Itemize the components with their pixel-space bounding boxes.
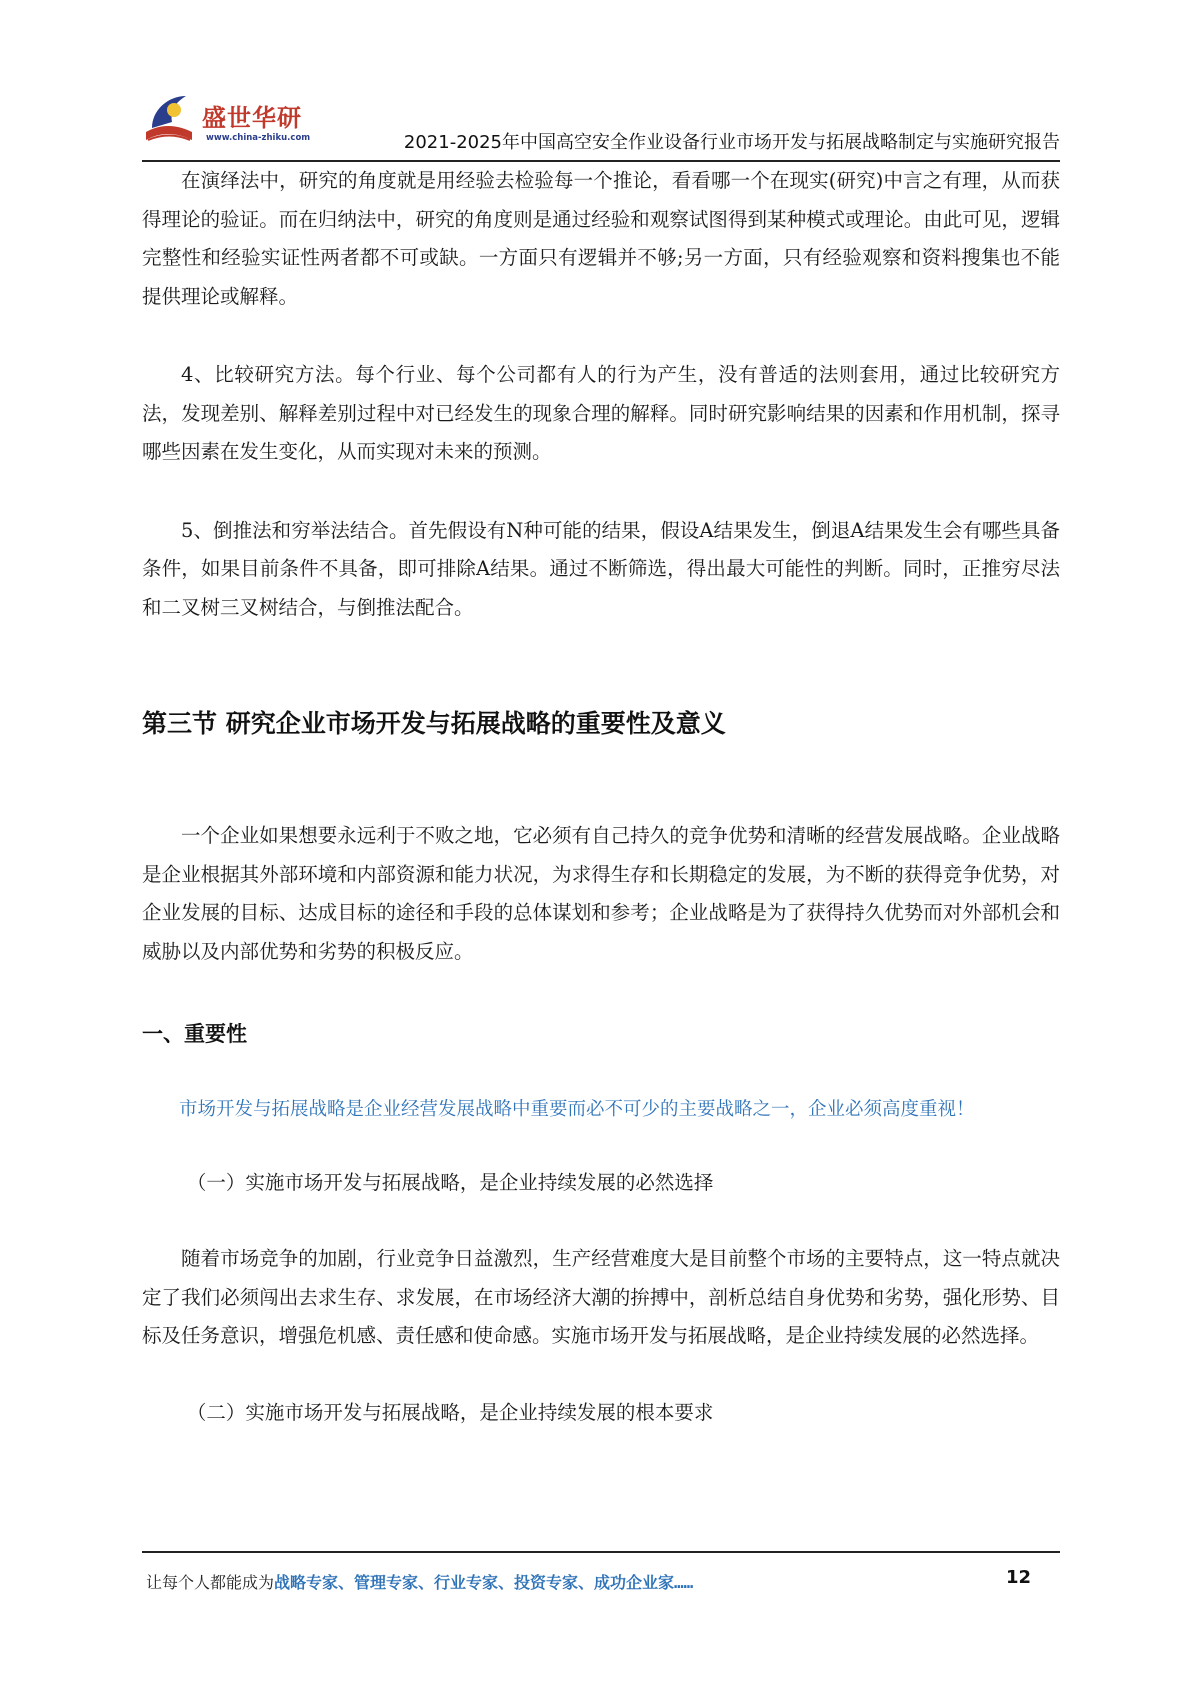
paragraph-method-5: 5、倒推法和穷举法结合。首先假设有N种可能的结果，假设A结果发生，倒退A结果发生会有哪些具备条件，如果目前条件不具备，即可排除A结果。通过不断筛选，得出最大可能性的判断。同时，正推穷尽法和二叉树三叉树结合，与倒推法配合。 [142,518,1060,619]
report-title: 2021-2025年中国高空安全作业设备行业市场开发与拓展战略制定与实施研究报告 [403,132,1060,153]
paragraph-competition: 随着市场竞争的加剧，行业竞争日益激烈，生产经营难度大是目前整个市场的主要特点，这一特点就决定了我们必须闯出去求生存、求发展，在市场经济大潮的拚搏中，剖析总结自身优势和劣势，强化形势、目标及任务意识，增强危机感、责任感和使命感。实施市场开发与拓展战略，是企业持续发展的必然选择。 [142,1247,1060,1347]
footer-slogan [146,1570,693,1593]
paragraph-deduction: 在演绎法中，研究的角度就是用经验去检验每一个推论，看看哪一个在现实(研究)中言之有理，从而获得理论的验证。而在归纳法中，研究的角度则是通过经验和观察试图得到某种模式或理论。由此可见，逻辑完整性和经验实证性两者都不可或缺。一方面只有逻辑并不够;另一方面，只有经验观察和资料搜集也不能提供理论或解释。 [142,169,1060,308]
footer-divider [142,1551,1060,1553]
logo-emblem-icon [142,88,206,150]
page-header [142,78,1060,162]
paragraph-strategy-intro: 一个企业如果想要永远利于不败之地，它必须有自己持久的竞争优势和清晰的经营发展战略。企业战略是企业根据其外部环境和内部资源和能力状况，为求得生存和长期稳定的发展，为不断的获得竞争优势，对企业发展的目标、达成目标的途径和手段的总体谋划和参考；企业战略是为了获得持久优势而对外部机会和威胁以及内部优势和劣势的积极反应。 [142,824,1060,963]
subheading-importance: 一、重要性 [142,1022,247,1046]
list-item-2: （二）实施市场开发与拓展战略，是企业持续发展的根本要求 [186,1400,714,1424]
slogan-highlight: 战略专家、管理专家、行业专家、投资专家、成功企业家…… [274,1573,694,1592]
page-number: 12 [1006,1567,1032,1588]
logo-url: www.china-zhiku.com [206,133,311,143]
section-title: 第三节 研究企业市场开发与拓展战略的重要性及意义 [142,709,726,738]
logo-name: 盛世华研 [202,104,302,132]
paragraph-method-4: 4、比较研究方法。每个行业、每个公司都有人的行为产生，没有普适的法则套用，通过比较研究方法，发现差别、解释差别过程中对已经发生的现象合理的解释。同时研究影响结果的因素和作用机制，探寻哪些因素在发生变化，从而实现对未来的预测。 [142,363,1060,463]
list-item-1: （一）实施市场开发与拓展战略，是企业持续发展的必然选择 [186,1170,714,1194]
company-logo [142,88,332,150]
highlight-statement: 市场开发与拓展战略是企业经营发展战略中重要而必不可少的主要战略之一，企业必须高度重视！ [179,1099,975,1120]
slogan-prefix: 让每个人都能成为 [146,1573,275,1592]
page-body [142,162,1060,1432]
